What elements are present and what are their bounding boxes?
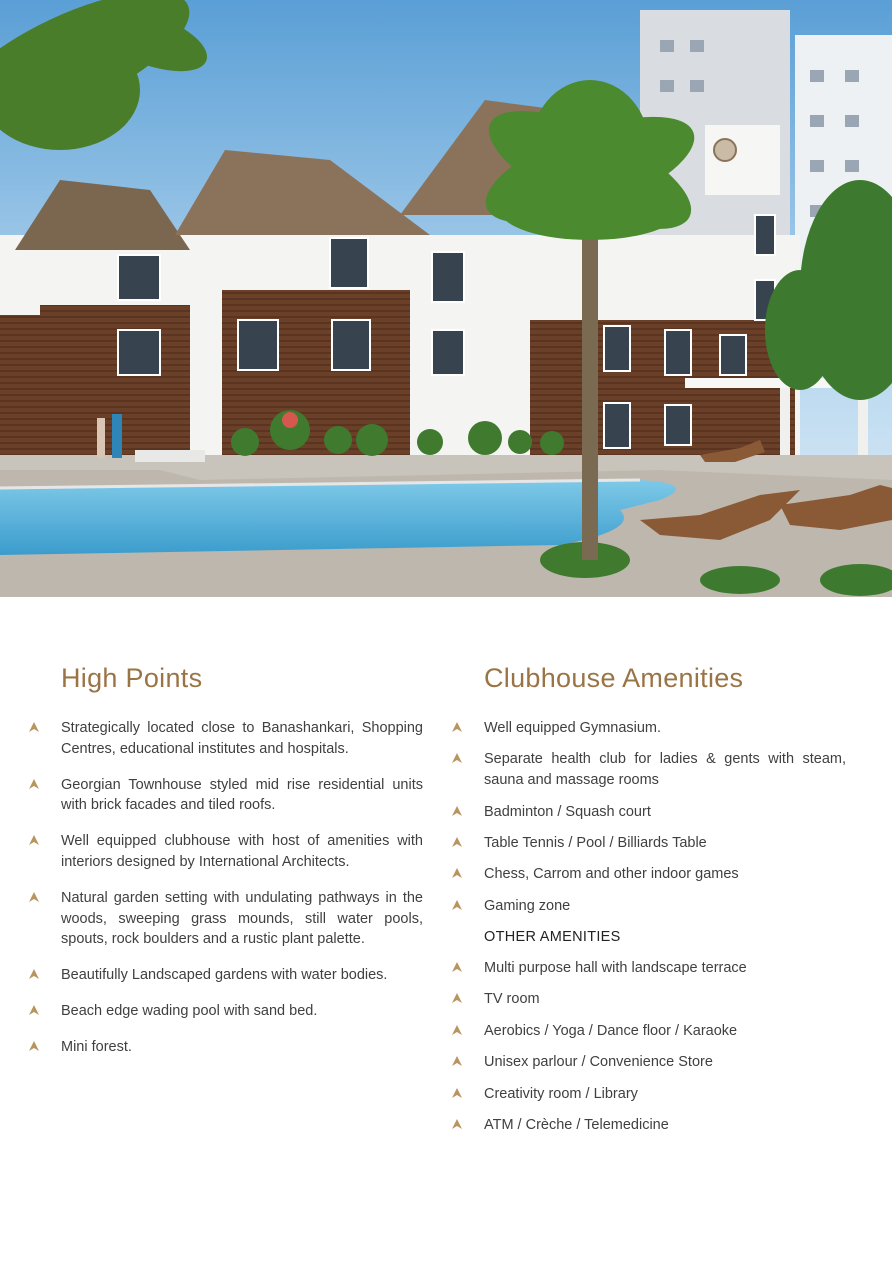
list-item	[451, 1052, 846, 1073]
list-item	[28, 888, 423, 950]
list-item	[451, 1021, 846, 1042]
high-points-list	[28, 718, 423, 1058]
triangle-bullet-icon	[28, 891, 40, 903]
list-item	[28, 718, 423, 760]
triangle-bullet-icon	[28, 968, 40, 980]
list-item-text: Well equipped Gymnasium.	[484, 720, 662, 736]
triangle-bullet-icon	[451, 836, 463, 848]
triangle-bullet-icon	[451, 961, 463, 973]
triangle-bullet-icon	[451, 1055, 463, 1067]
list-item-text: Natural garden setting with undulating pathways in the woods, sweeping grass mounds, still water pools, spouts, rock boulders and a rustic plant palette.	[61, 889, 423, 948]
triangle-bullet-icon	[451, 721, 463, 733]
triangle-bullet-icon	[28, 1004, 40, 1016]
high-points-heading: High Points	[61, 663, 203, 693]
list-item	[28, 775, 423, 817]
list-item	[451, 864, 846, 885]
list-item-text: TV room	[484, 991, 540, 1008]
clubhouse-amenities-heading: Clubhouse Amenities	[484, 663, 744, 693]
list-item-text: Creativity room / Library	[484, 1085, 638, 1102]
list-item-text: Well equipped clubhouse with host of amenities with interiors designed by International Architects.	[61, 833, 423, 870]
list-item-text: Aerobics / Yoga / Dance floor / Karaoke	[484, 1022, 738, 1039]
high-points-section	[28, 660, 423, 1073]
triangle-bullet-icon	[451, 867, 463, 879]
list-item	[28, 831, 423, 873]
triangle-bullet-icon	[28, 834, 40, 846]
list-item	[451, 958, 846, 979]
triangle-bullet-icon	[451, 752, 463, 764]
list-item-text: Mini forest.	[61, 1038, 132, 1055]
list-item	[451, 718, 846, 739]
triangle-bullet-icon	[451, 1024, 463, 1036]
triangle-bullet-icon	[28, 778, 40, 790]
clubhouse-amenities-section	[451, 660, 846, 1146]
triangle-bullet-icon	[451, 1118, 463, 1130]
list-item	[451, 749, 846, 791]
list-item	[28, 1001, 423, 1022]
triangle-bullet-icon	[451, 899, 463, 911]
list-item	[28, 1037, 423, 1058]
list-item-text: Badminton / Squash court	[484, 803, 651, 820]
triangle-bullet-icon	[451, 1087, 463, 1099]
other-amenities-list	[451, 958, 846, 1136]
list-item-text: Strategically located close to Banashankari, Shopping Centres, educational institutes and hospitals.	[61, 720, 423, 757]
triangle-bullet-icon	[28, 721, 40, 733]
other-amenities-heading: OTHER AMENITIES	[484, 929, 621, 946]
list-item	[451, 802, 846, 823]
list-item	[451, 896, 846, 917]
list-item-text: Multi purpose hall with landscape terrace	[484, 959, 747, 976]
list-item	[451, 833, 846, 854]
list-item-text: ATM / Crèche / Telemedicine	[484, 1116, 669, 1133]
list-item	[28, 965, 423, 986]
triangle-bullet-icon	[451, 805, 463, 817]
triangle-bullet-icon	[28, 1040, 40, 1052]
list-item-text: Gaming zone	[484, 897, 571, 914]
list-item-text: Table Tennis / Pool / Billiards Table	[484, 834, 707, 851]
list-item	[451, 1084, 846, 1105]
list-item-text: Georgian Townhouse styled mid rise residential units with brick facades and tiled roofs.	[61, 776, 423, 814]
list-item-text: Unisex parlour / Convenience Store	[484, 1054, 713, 1071]
list-item-text: Separate health club for ladies & gents with steam, sauna and massage rooms	[484, 751, 846, 789]
list-item	[451, 989, 846, 1010]
list-item	[451, 1115, 846, 1136]
triangle-bullet-icon	[451, 992, 463, 1004]
hero-rendering-image	[0, 0, 892, 597]
clubhouse-amenities-list	[451, 718, 846, 917]
list-item-text: Beach edge wading pool with sand bed.	[61, 1002, 318, 1019]
list-item-text: Chess, Carrom and other indoor games	[484, 866, 739, 883]
list-item-text: Beautifully Landscaped gardens with water bodies.	[61, 967, 388, 984]
